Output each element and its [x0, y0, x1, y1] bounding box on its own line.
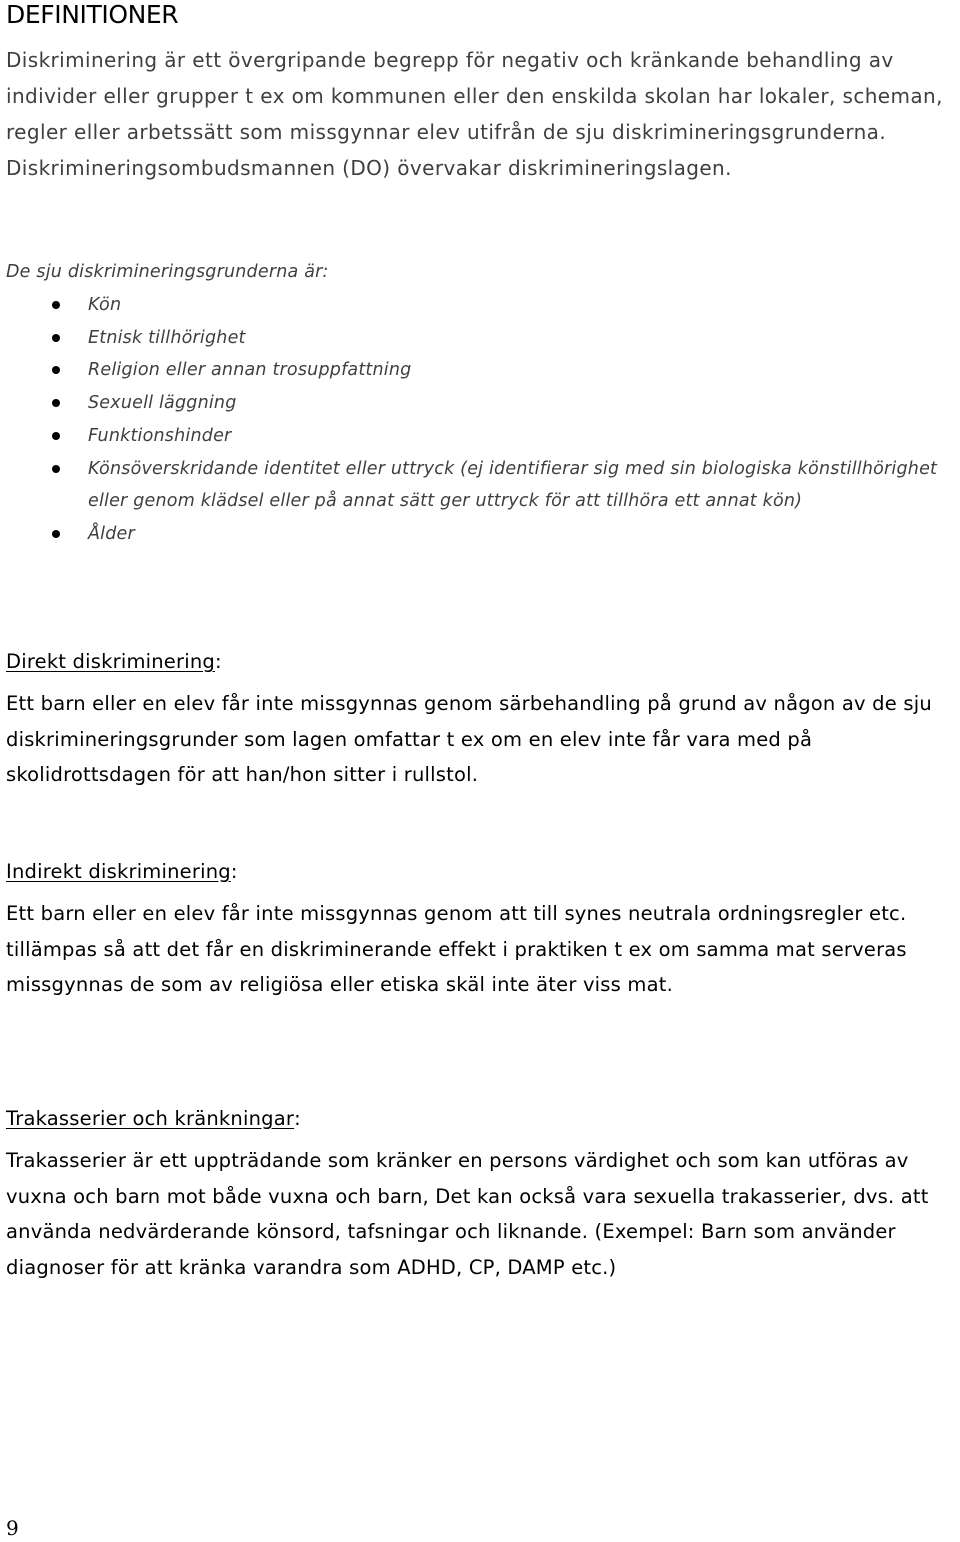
title-colon: :	[294, 1107, 301, 1130]
list-item	[0, 354, 960, 387]
indirect-discrimination-title	[6, 858, 238, 886]
page-heading: DEFINITIONER	[6, 0, 179, 29]
list-item	[0, 387, 960, 420]
bullet-icon	[52, 301, 60, 309]
list-item-text: Sexuell läggning	[88, 393, 237, 414]
title-colon: :	[214, 650, 222, 673]
list-item	[0, 420, 960, 453]
direct-discrimination-title-text: Direkt diskriminering	[6, 650, 215, 673]
harassment-body: Trakasserier är ett uppträdande som kränker en persons värdighet och som kan utföras av vuxna och barn mot både vuxna och barn, Det kan också vara sexuella trakasserier, dvs. att använda nedvärderande könsord, tafsningar och liknande. (Exempel: Barn som använder diagnoser för att kränka varandra som ADHD, CP, DAMP etc.)	[6, 1149, 929, 1280]
bullet-icon	[52, 432, 60, 440]
bullet-icon	[52, 399, 60, 407]
list-item-text: Kön	[88, 295, 122, 315]
harassment-title	[6, 1105, 301, 1133]
list-item	[0, 453, 960, 518]
list-item	[0, 322, 960, 355]
indirect-discrimination-body: Ett barn eller en elev får inte missgynnas genom att till synes neutrala ordningsregler etc. tillämpas så att det får en diskriminerande effekt i praktiken t ex om samma mat serveras missgynnas de som av religiösa eller etiska skäl inte äter viss mat.	[6, 902, 907, 997]
intro-paragraph: Diskriminering är ett övergripande begrepp för negativ och kränkande behandling av individer eller grupper t ex om kommunen eller den enskilda skolan har lokaler, scheman, regler eller arbetssätt som missgynnar elev utifrån de sju diskrimineringsgrunderna. Diskrimineringsombudsmannen (DO) övervakar diskrimineringslagen.	[6, 48, 943, 180]
page-number: 9	[6, 1516, 19, 1540]
direct-discrimination-body: Ett barn eller en elev får inte missgynnas genom särbehandling på grund av någon av de sju diskrimineringsgrunder som lagen omfattar t ex om en elev inte får vara med på skolidrottsdagen för att han/hon sitter i rullstol.	[6, 692, 932, 787]
bullet-icon	[52, 530, 60, 538]
harassment-title-text: Trakasserier och kränkningar	[6, 1107, 295, 1130]
grounds-list-title: De sju diskrimineringsgrunderna är:	[6, 262, 329, 282]
title-colon: :	[230, 860, 238, 883]
list-item-text: Religion eller annan trosuppfattning	[88, 360, 412, 381]
list-item-text: Könsöverskridande identitet eller uttryck (ej identifierar sig med sin biologiska könstillhörighet eller genom klädsel eller på annat sätt ger uttryck för att tillhöra ett annat kön)	[88, 458, 938, 512]
indirect-discrimination-title-text: Indirekt diskriminering	[6, 860, 231, 883]
direct-discrimination-title	[6, 648, 222, 676]
list-item	[0, 518, 960, 551]
bullet-icon	[52, 465, 60, 473]
bullet-icon	[52, 334, 60, 342]
grounds-list	[0, 289, 960, 551]
list-item	[0, 289, 960, 322]
list-item-text: Ålder	[88, 523, 135, 544]
list-item-text: Funktionshinder	[88, 425, 232, 446]
list-item-text: Etnisk tillhörighet	[88, 327, 246, 348]
bullet-icon	[52, 366, 60, 374]
